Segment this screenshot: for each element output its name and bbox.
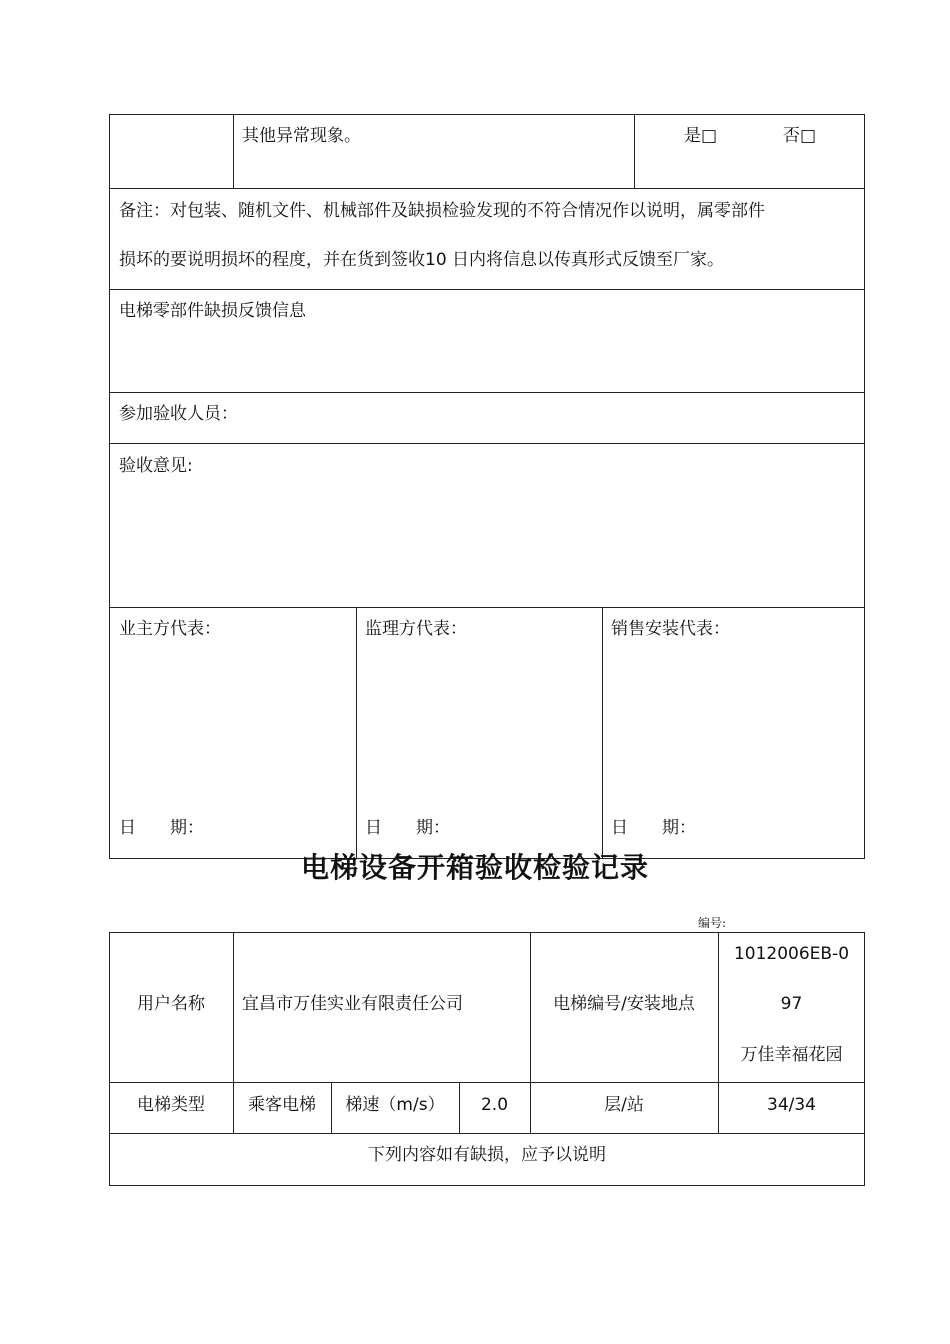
col-divider xyxy=(356,607,357,859)
elevator-number-line-2: 97 xyxy=(780,994,803,1014)
number-label: 编号: xyxy=(698,916,727,930)
elevator-number-label: 电梯编号/安装地点 xyxy=(553,994,695,1014)
install-location-value: 万佳幸福花园 xyxy=(740,1045,843,1065)
floors-label: 层/站 xyxy=(604,1095,644,1115)
top-form-table xyxy=(109,114,865,859)
speed-value: 2.0 xyxy=(480,1095,509,1115)
row-divider xyxy=(109,1133,865,1134)
remark-line-1: 备注：对包装、随机文件、机械部件及缺损检验发现的不符合情况作以说明，属零部件 xyxy=(119,201,765,221)
other-abnormal-label: 其他异常现象。 xyxy=(242,126,361,146)
row-divider xyxy=(109,392,865,393)
elevator-type-value: 乘客电梯 xyxy=(248,1095,316,1115)
owner-rep-label: 业主方代表： xyxy=(119,619,221,639)
remark-line-2: 损坏的要说明损坏的程度，并在货到签收10 日内将信息以传真形式反馈至厂家。 xyxy=(119,250,725,270)
col-divider xyxy=(602,607,603,859)
col-divider xyxy=(233,114,234,188)
record-title: 电梯设备开箱验收检验记录 xyxy=(300,851,649,884)
row-divider xyxy=(109,443,865,444)
col-divider xyxy=(634,114,635,188)
owner-date-label: 日 期： xyxy=(119,818,204,838)
row-divider xyxy=(109,1082,865,1083)
row-divider xyxy=(109,607,865,608)
sales-date-label: 日 期： xyxy=(611,818,696,838)
elevator-number-line-1: 1012006EB-0 xyxy=(733,944,850,964)
user-name-label: 用户名称 xyxy=(137,994,205,1014)
sales-rep-label: 销售安装代表： xyxy=(611,619,730,639)
user-name-value: 宜昌市万佳实业有限责任公司 xyxy=(242,994,463,1014)
supervisor-date-label: 日 期： xyxy=(365,818,450,838)
no-checkbox[interactable]: 否□ xyxy=(783,126,817,146)
supervisor-rep-label: 监理方代表： xyxy=(365,619,467,639)
elevator-type-label: 电梯类型 xyxy=(137,1095,205,1115)
acceptance-opinion-label: 验收意见: xyxy=(119,456,193,476)
yes-checkbox[interactable]: 是□ xyxy=(684,126,718,146)
row-divider xyxy=(109,188,865,189)
defect-feedback-label: 电梯零部件缺损反馈信息 xyxy=(119,301,306,321)
row-divider xyxy=(109,289,865,290)
participants-label: 参加验收人员： xyxy=(119,404,238,424)
defect-note: 下列内容如有缺损，应予以说明 xyxy=(368,1145,606,1165)
floors-value: 34/34 xyxy=(767,1095,816,1115)
speed-label: 梯速（m/s） xyxy=(345,1095,445,1115)
